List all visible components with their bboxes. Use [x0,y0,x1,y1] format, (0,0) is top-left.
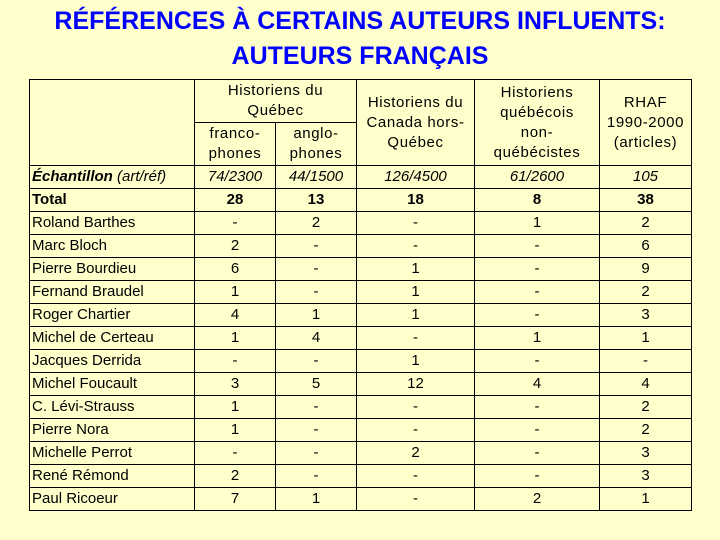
table-cell: 2 [600,419,692,442]
table-row [30,419,692,442]
table-cell: - [475,465,600,488]
table-row [30,373,692,396]
total-label: Total [30,189,195,212]
table-cell: - [357,488,475,511]
total-row [30,189,692,212]
title-line-2: AUTEURS FRANÇAIS [231,42,489,70]
table-cell: 1 [195,419,276,442]
table-cell: 5 [276,373,357,396]
table-cell: 9 [600,258,692,281]
sample-value: 105 [600,166,692,189]
table-cell: 4 [276,327,357,350]
author-name: Jacques Derrida [30,350,195,373]
total-value: 13 [276,189,357,212]
table-cell: - [475,304,600,327]
table-cell: 3 [600,442,692,465]
table-cell: - [195,442,276,465]
table-cell: 2 [195,465,276,488]
table-cell: - [357,212,475,235]
title-line-1: RÉFÉRENCES À CERTAINS AUTEURS INFLUENTS: [54,7,666,35]
header-group-quebec [195,80,357,123]
table-cell: 1 [195,327,276,350]
table-cell: 1 [357,304,475,327]
table-row [30,258,692,281]
total-value: 38 [600,189,692,212]
table-cell: 2 [357,442,475,465]
table-cell: 4 [600,373,692,396]
sample-value: 44/1500 [276,166,357,189]
table-cell: - [600,350,692,373]
header-group-quebec-text: Historiens du Québec [227,82,324,119]
header-corner-cell [30,80,195,166]
table-row [30,327,692,350]
table-cell: 6 [195,258,276,281]
table-cell: - [276,281,357,304]
sample-value: 61/2600 [475,166,600,189]
author-name: Michel de Certeau [30,327,195,350]
table-row [30,488,692,511]
slide-title [0,4,720,74]
header-anglophones [276,123,357,166]
author-name: Roland Barthes [30,212,195,235]
table-cell: 12 [357,373,475,396]
references-table [29,79,692,511]
table-row [30,442,692,465]
table-cell: - [357,465,475,488]
table-row [30,304,692,327]
table-cell: 1 [276,488,357,511]
table-cell: - [475,442,600,465]
table-cell: - [357,396,475,419]
table-cell: - [475,281,600,304]
sample-value: 126/4500 [357,166,475,189]
table-cell: - [475,350,600,373]
table-cell: 1 [195,281,276,304]
header-francophones [195,123,276,166]
sample-label-cell [30,166,195,189]
table-cell: - [357,327,475,350]
table-cell: - [276,350,357,373]
author-name: C. Lévi-Strauss [30,396,195,419]
table-cell: - [195,212,276,235]
table-cell: 1 [195,396,276,419]
table-row [30,212,692,235]
sample-row [30,166,692,189]
header-canada-hors-quebec-text: Historiens du Canada hors-Québec [366,93,465,151]
table-cell: - [276,258,357,281]
header-rhaf-text: RHAF 1990-2000 (articles) [606,93,685,151]
table-cell: 1 [276,304,357,327]
table-cell: 2 [600,212,692,235]
table-cell: - [357,419,475,442]
author-name: Pierre Nora [30,419,195,442]
table-cell: - [357,235,475,258]
sample-label-suffix: (art/réf) [112,168,167,185]
total-value: 8 [475,189,600,212]
table-cell: - [276,235,357,258]
header-anglophones-text: anglo-phones [289,125,343,162]
author-name: René Rémond [30,465,195,488]
table-cell: 1 [475,327,600,350]
table-cell: 3 [600,304,692,327]
table-row [30,465,692,488]
table-cell: - [475,235,600,258]
header-canada-hors-quebec [357,80,475,166]
sample-value: 74/2300 [195,166,276,189]
table-cell: 1 [475,212,600,235]
table-cell: 2 [195,235,276,258]
table-cell: 2 [600,396,692,419]
table-cell: 3 [195,373,276,396]
table-cell: - [276,465,357,488]
table-cell: 4 [195,304,276,327]
table-cell: - [276,442,357,465]
header-quebecois-non-quebecistes [475,80,600,166]
table-cell: 1 [357,281,475,304]
table-cell: 3 [600,465,692,488]
table-cell: 1 [600,327,692,350]
header-quebecois-non-quebecistes-text: Historiens québécois non-québécistes [493,83,581,161]
author-name: Roger Chartier [30,304,195,327]
total-value: 18 [357,189,475,212]
table-cell: - [475,396,600,419]
table-cell: 2 [475,488,600,511]
table-cell: - [276,419,357,442]
author-name: Michel Foucault [30,373,195,396]
author-name: Marc Bloch [30,235,195,258]
table-cell: 2 [276,212,357,235]
table-cell: 6 [600,235,692,258]
table-cell: - [276,396,357,419]
header-row-1 [30,80,692,123]
header-francophones-text: franco-phones [208,125,262,162]
author-name: Pierre Bourdieu [30,258,195,281]
table-cell: 1 [600,488,692,511]
table-row [30,350,692,373]
total-value: 28 [195,189,276,212]
table-row [30,235,692,258]
author-name: Fernand Braudel [30,281,195,304]
author-name: Paul Ricoeur [30,488,195,511]
table-cell: - [475,258,600,281]
table-cell: 2 [600,281,692,304]
table-cell: 1 [357,350,475,373]
table-row [30,396,692,419]
table-row [30,281,692,304]
table-body [30,80,692,511]
table-cell: - [195,350,276,373]
header-rhaf [600,80,692,166]
table-cell: 1 [357,258,475,281]
table-cell: 7 [195,488,276,511]
table-cell: 4 [475,373,600,396]
table-cell: - [475,419,600,442]
author-name: Michelle Perrot [30,442,195,465]
sample-label: Échantillon [32,168,113,185]
